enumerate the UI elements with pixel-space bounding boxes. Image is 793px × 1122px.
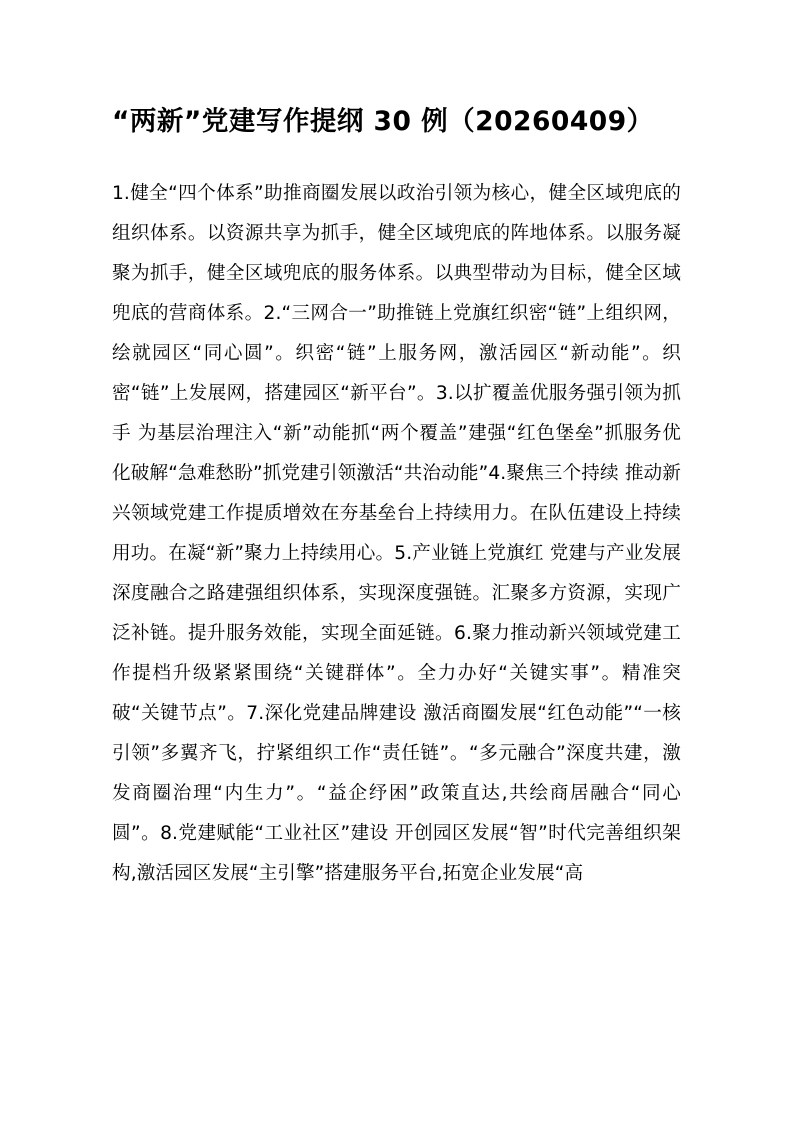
document-body — [112, 174, 681, 894]
body-paragraph: 1.健全“四个体系”助推商圈发展以政治引领为核心，健全区域兜底的组织体系。以资源共享为抓手，健全区域兜底的阵地体系。以服务凝聚为抓手，健全区域兜底的服务体系。以典型带动为目标，健全区域兜底的营商体系。2.“三网合一”助推链上党旗红织密“链”上组织网，绘就园区“同心圆”。织密“链”上服务网，激活园区“新动能”。织密“链”上发展网，搭建园区“新平台”。3.以扩覆盖优服务强引领为抓手 为基层治理注入“新”动能抓“两个覆盖”建强“红色堡垒”抓服务优化破解“急难愁盼”抓党建引领激活“共治动能”4.聚焦三个持续 推动新兴领域党建工作提质增效在夯基垒台上持续用力。在队伍建设上持续用功。在凝“新”聚力上持续用心。5.产业链上党旗红 党建与产业发展深度融合之路建强组织体系，实现深度强链。汇聚多方资源，实现广泛补链。提升服务效能，实现全面延链。6.聚力推动新兴领域党建工作提档升级紧紧围绕“关键群体”。全力办好“关键实事”。精准突破“关键节点”。7.深化党建品牌建设 激活商圈发展“红色动能”“一核引领”多翼齐飞，拧紧组织工作“责任链”。“多元融合”深度共建，激发商圈治理“内生力”。“益企纾困”政策直达,共绘商居融合“同心圆”。8.党建赋能“工业社区”建设 开创园区发展“智”时代完善组织架构,激活园区发展“主引擎”搭建服务平台,拓宽企业发展“高 — [112, 182, 681, 884]
page-title: “两新”党建写作提纲 30 例（20260409） — [112, 106, 654, 137]
